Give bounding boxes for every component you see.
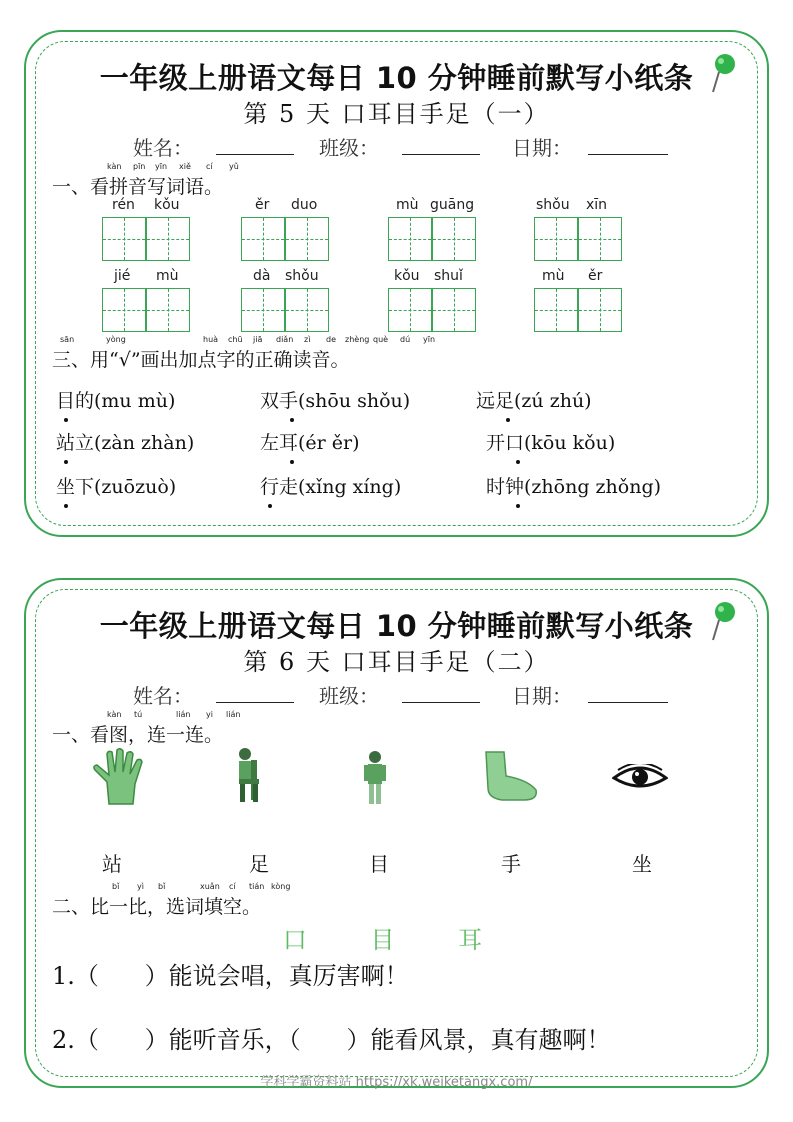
card-subtitle: 第 5 天 口耳目手足（一） bbox=[243, 100, 550, 128]
writing-box[interactable] bbox=[241, 288, 285, 332]
date-label: 日期： bbox=[512, 136, 572, 160]
pronunciation-item[interactable]: 目的(mu mù) bbox=[56, 386, 175, 413]
pinyin-label: rén bbox=[112, 197, 135, 213]
section-heading: 三、用“√”画出加点字的正确读音。 bbox=[52, 349, 350, 371]
heading-pinyin: sān bbox=[60, 335, 75, 344]
pronunciation-item[interactable]: 开口(kōu kǒu) bbox=[486, 428, 615, 455]
worksheet-card-day5 bbox=[24, 30, 769, 537]
heading-pinyin: zhèng bbox=[345, 335, 370, 344]
card-title: 一年级上册语文每日 10 分钟睡前默写小纸条 bbox=[99, 61, 694, 95]
heading-pinyin: bǐ bbox=[112, 882, 120, 891]
date-label: 日期： bbox=[512, 684, 572, 708]
pushpin-icon bbox=[709, 52, 737, 96]
class-field[interactable] bbox=[402, 680, 480, 703]
pronunciation-item[interactable]: 双手(shōu shǒu) bbox=[260, 386, 410, 413]
card-subtitle: 第 6 天 口耳目手足（二） bbox=[243, 648, 550, 676]
class-label: 班级： bbox=[319, 136, 379, 160]
foot-picture[interactable] bbox=[480, 750, 540, 802]
heading-pinyin: kòng bbox=[271, 882, 291, 891]
heading-pinyin: tú bbox=[134, 710, 143, 719]
student-info-row bbox=[26, 680, 767, 710]
match-character[interactable]: 手 bbox=[501, 852, 521, 876]
pinyin-label: ěr bbox=[255, 197, 270, 213]
writing-box[interactable] bbox=[285, 217, 329, 261]
pinyin-label: shǒu bbox=[285, 268, 319, 284]
pinyin-label: kǒu bbox=[394, 268, 420, 284]
heading-pinyin: bǐ bbox=[158, 882, 166, 891]
pronunciation-item[interactable]: 站立(zàn zhàn) bbox=[56, 428, 194, 455]
match-character[interactable]: 站 bbox=[102, 852, 122, 876]
pinyin-label: mù bbox=[156, 268, 179, 284]
pinyin-label: jié bbox=[114, 268, 131, 284]
pushpin-icon bbox=[709, 600, 737, 644]
name-field[interactable] bbox=[216, 132, 294, 155]
heading-pinyin: yīn bbox=[155, 162, 168, 171]
heading-pinyin: de bbox=[326, 335, 336, 344]
pronunciation-item[interactable]: 坐下(zuōzuò) bbox=[56, 472, 176, 499]
section-heading: 一、看拼音写词语。 bbox=[52, 176, 224, 198]
pinyin-writing-item bbox=[102, 268, 192, 334]
writing-box[interactable] bbox=[388, 217, 432, 261]
name-label: 姓名： bbox=[133, 136, 193, 160]
heading-pinyin: diǎn bbox=[276, 335, 294, 344]
pinyin-label: mù bbox=[396, 197, 419, 213]
pinyin-writing-item bbox=[241, 268, 331, 334]
section-heading: 一、看图，连一连。 bbox=[52, 724, 224, 746]
writing-box[interactable] bbox=[534, 217, 578, 261]
pinyin-label: kǒu bbox=[154, 197, 180, 213]
pinyin-writing-item bbox=[388, 197, 478, 263]
class-label: 班级： bbox=[319, 684, 379, 708]
heading-pinyin: cí bbox=[229, 882, 236, 891]
sitting-person-picture[interactable] bbox=[231, 746, 267, 806]
pinyin-label: xīn bbox=[586, 197, 608, 213]
writing-box[interactable] bbox=[578, 217, 622, 261]
date-field[interactable] bbox=[588, 132, 668, 155]
heading-pinyin: tián bbox=[249, 882, 265, 891]
heading-pinyin: xiě bbox=[179, 162, 191, 171]
name-label: 姓名： bbox=[133, 684, 193, 708]
match-character[interactable]: 坐 bbox=[632, 852, 652, 876]
heading-pinyin: jiā bbox=[253, 335, 263, 344]
pinyin-label: mù bbox=[542, 268, 565, 284]
pronunciation-item[interactable]: 行走(xǐng xíng) bbox=[260, 472, 401, 499]
card-title: 一年级上册语文每日 10 分钟睡前默写小纸条 bbox=[99, 609, 694, 643]
section-heading: 二、比一比，选词填空。 bbox=[52, 896, 262, 918]
writing-box[interactable] bbox=[102, 217, 146, 261]
heading-pinyin: yīn bbox=[423, 335, 436, 344]
pronunciation-item[interactable]: 时钟(zhōng zhǒng) bbox=[486, 472, 661, 499]
name-field[interactable] bbox=[216, 680, 294, 703]
heading-pinyin: yǔ bbox=[229, 162, 239, 171]
heading-pinyin: chū bbox=[228, 335, 243, 344]
heading-pinyin: pīn bbox=[133, 162, 146, 171]
pinyin-label: shǒu bbox=[536, 197, 570, 213]
fill-blank-question-2[interactable]: 2.（ ）能听音乐，（ ）能看风景，真有趣啊！ bbox=[52, 1026, 611, 1054]
match-character[interactable]: 足 bbox=[249, 852, 269, 876]
pronunciation-item[interactable]: 左耳(ér ěr) bbox=[260, 428, 360, 455]
pinyin-writing-item bbox=[102, 197, 192, 263]
standing-person-picture[interactable] bbox=[361, 750, 389, 806]
student-info-row bbox=[26, 132, 767, 162]
pinyin-writing-item bbox=[388, 268, 478, 334]
writing-box[interactable] bbox=[285, 288, 329, 332]
footer-source: 学科学霸资料站 https://xk.weiketangx.com/ bbox=[260, 1075, 533, 1090]
hand-picture[interactable] bbox=[89, 748, 155, 806]
pronunciation-item[interactable]: 远足(zú zhú) bbox=[476, 386, 592, 413]
pinyin-writing-item bbox=[534, 268, 624, 334]
match-character[interactable]: 目 bbox=[369, 852, 389, 876]
writing-box[interactable] bbox=[432, 217, 476, 261]
writing-box[interactable] bbox=[534, 288, 578, 332]
pinyin-label: dà bbox=[253, 268, 271, 284]
heading-pinyin: zì bbox=[304, 335, 311, 344]
heading-pinyin: lián bbox=[226, 710, 241, 719]
writing-box[interactable] bbox=[146, 288, 190, 332]
heading-pinyin: kàn bbox=[107, 710, 122, 719]
pinyin-writing-item bbox=[241, 197, 331, 263]
eye-picture[interactable] bbox=[612, 764, 668, 790]
pinyin-label: shuǐ bbox=[434, 268, 463, 284]
writing-box[interactable] bbox=[432, 288, 476, 332]
pinyin-writing-item bbox=[534, 197, 624, 263]
word-options: 口 目 耳 bbox=[282, 926, 511, 954]
writing-box[interactable] bbox=[146, 217, 190, 261]
heading-pinyin: yì bbox=[137, 882, 144, 891]
class-field[interactable] bbox=[402, 132, 480, 155]
heading-pinyin: huà bbox=[203, 335, 219, 344]
heading-pinyin: dú bbox=[400, 335, 411, 344]
heading-pinyin: yòng bbox=[106, 335, 126, 344]
writing-box[interactable] bbox=[578, 288, 622, 332]
heading-pinyin: cí bbox=[206, 162, 213, 171]
heading-pinyin: kàn bbox=[107, 162, 122, 171]
heading-pinyin: què bbox=[373, 335, 389, 344]
writing-box[interactable] bbox=[388, 288, 432, 332]
writing-box[interactable] bbox=[102, 288, 146, 332]
date-field[interactable] bbox=[588, 680, 668, 703]
writing-box[interactable] bbox=[241, 217, 285, 261]
worksheet-card-day6 bbox=[24, 578, 769, 1088]
heading-pinyin: lián bbox=[176, 710, 191, 719]
pinyin-label: duo bbox=[291, 197, 318, 213]
heading-pinyin: yi bbox=[206, 710, 213, 719]
pinyin-label: guāng bbox=[430, 197, 475, 213]
fill-blank-question-1[interactable]: 1.（ ）能说会唱，真厉害啊！ bbox=[52, 962, 409, 990]
heading-pinyin: xuǎn bbox=[200, 882, 220, 891]
pinyin-label: ěr bbox=[588, 268, 603, 284]
